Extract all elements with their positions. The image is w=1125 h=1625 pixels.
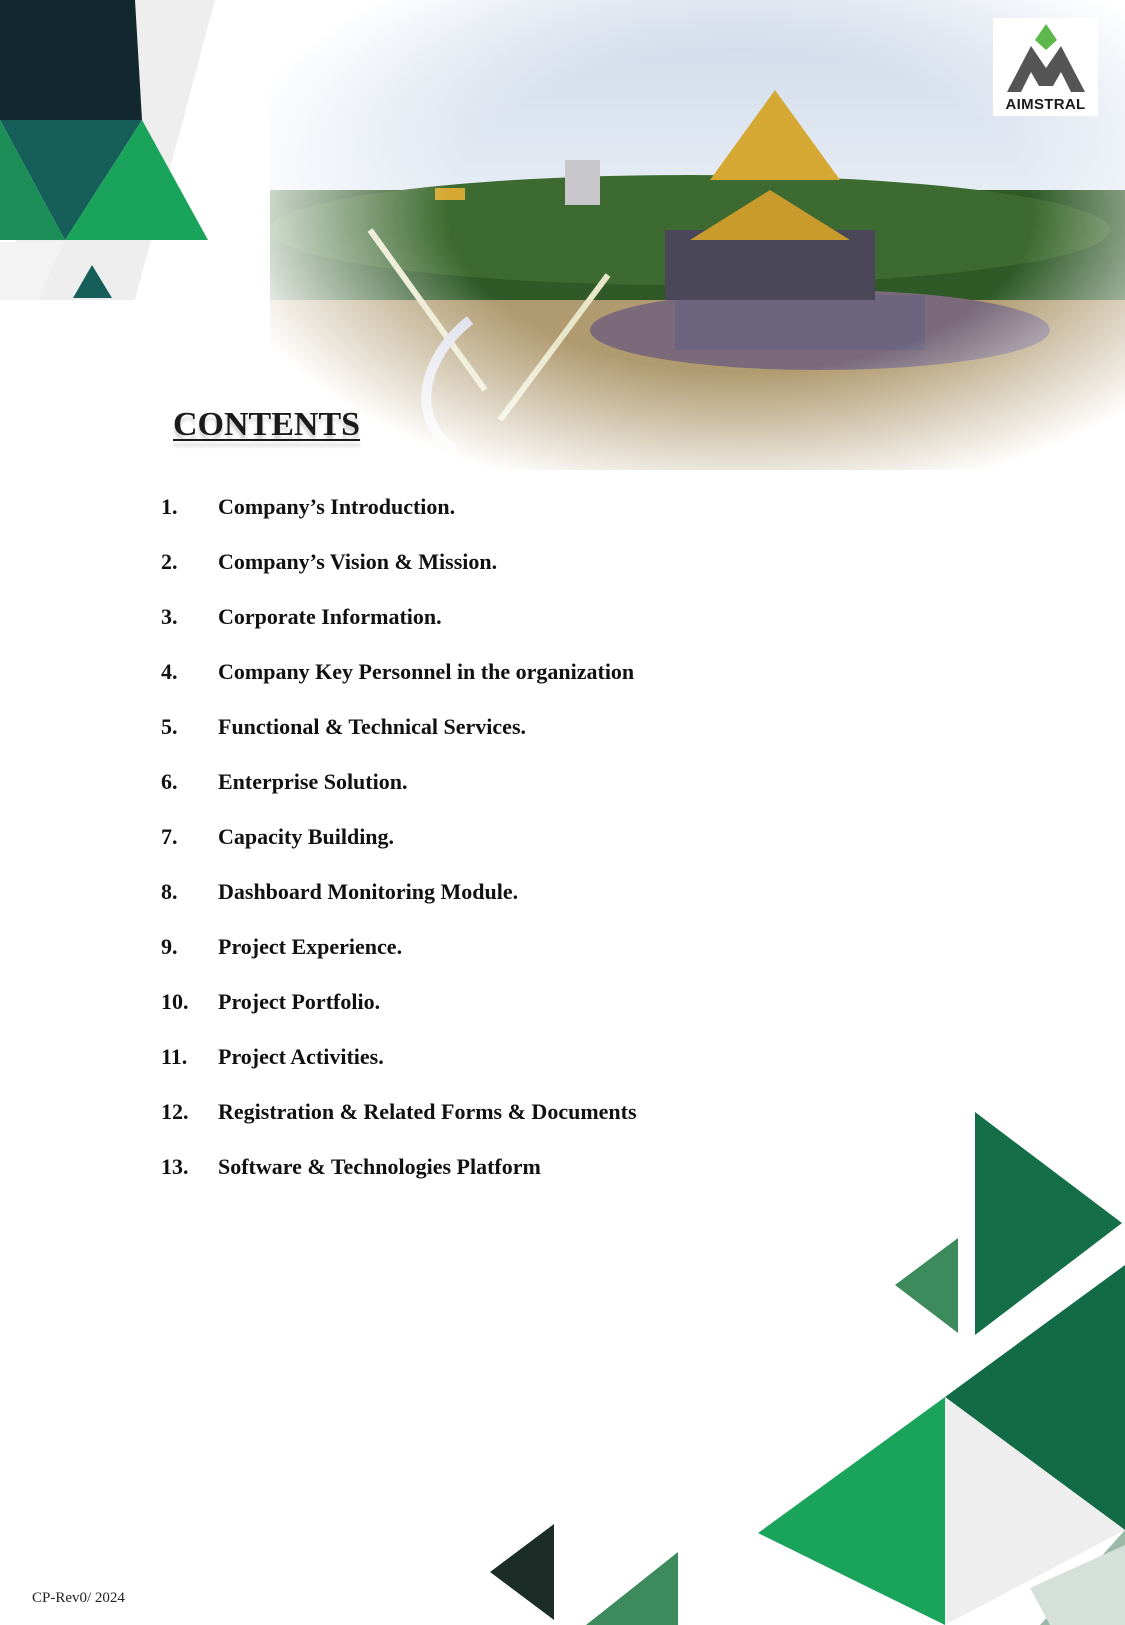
toc-item-number: 6. <box>161 769 178 794</box>
toc-item-number: 4. <box>161 659 178 684</box>
toc-item-label: Project Activities. <box>218 1044 384 1069</box>
toc-item-number: 11. <box>161 1044 188 1069</box>
toc-item-number: 9. <box>161 934 178 959</box>
toc-item-label: Project Portfolio. <box>218 989 381 1014</box>
logo-wordmark: AIMSTRAL <box>1005 96 1086 113</box>
toc-item-number: 8. <box>161 879 178 904</box>
toc-item-label: Software & Technologies Platform <box>218 1154 541 1179</box>
toc-item-number: 3. <box>161 604 178 629</box>
toc-item-number: 5. <box>161 714 178 739</box>
toc-item-label: Project Experience. <box>218 934 403 959</box>
toc-item-label: Company’s Introduction. <box>218 494 456 519</box>
toc-item-number: 12. <box>161 1099 189 1124</box>
toc-item-label: Registration & Related Forms & Documents <box>218 1099 637 1124</box>
toc-item-number: 10. <box>161 989 189 1014</box>
toc-item-label: Company’s Vision & Mission. <box>218 549 498 574</box>
toc-item-number: 1. <box>161 494 178 519</box>
toc-item-label: Dashboard Monitoring Module. <box>218 879 519 904</box>
toc-item-label: Company Key Personnel in the organization <box>218 659 635 684</box>
toc-item-number: 13. <box>161 1154 189 1179</box>
document-revision-footer: CP-Rev0/ 2024 <box>32 1590 125 1606</box>
toc-item-label: Enterprise Solution. <box>218 769 408 794</box>
page-title: CONTENTS <box>173 406 361 443</box>
toc-item-label: Corporate Information. <box>218 604 442 629</box>
toc-item-number: 7. <box>161 824 178 849</box>
toc-item-number: 2. <box>161 549 178 574</box>
toc-item-label: Functional & Technical Services. <box>218 714 526 739</box>
toc-item-label: Capacity Building. <box>218 824 395 849</box>
